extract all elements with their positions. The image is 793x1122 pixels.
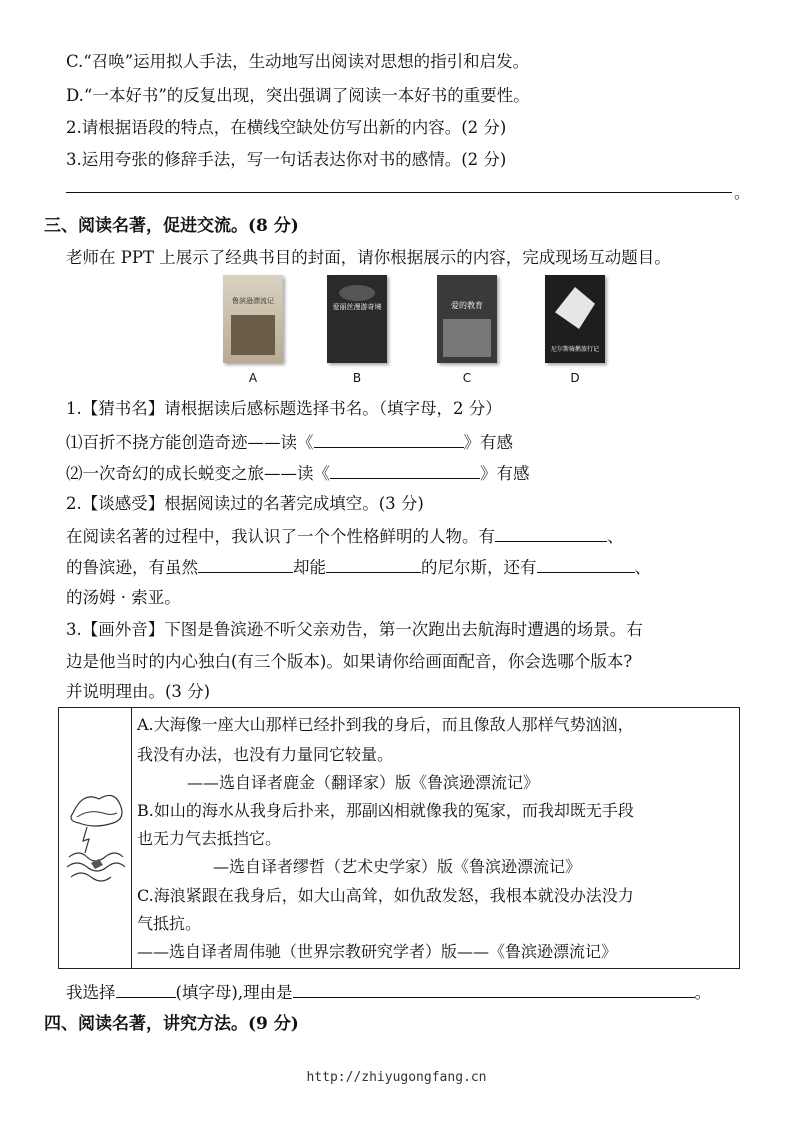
answer-blank[interactable] [537, 554, 635, 573]
answer-blank[interactable] [326, 554, 421, 573]
book-label-a: A [248, 371, 258, 385]
answer-period: 。 [734, 183, 751, 202]
section-3-intro: 老师在 PPT 上展示了经典书目的封面，请你根据展示的内容，完成现场互动题目。 [66, 248, 671, 267]
option-d: D.“一本好书”的反复出现，突出强调了阅读一本好书的重要性。 [66, 86, 530, 105]
book-cover-title: 尼尔斯骑鹅旅行记 [550, 346, 599, 353]
question-3-line-3: 并说明理由。(3 分) [66, 682, 211, 701]
version-c-line-2: 气抵抗。 [137, 914, 202, 933]
answer-blank[interactable] [495, 523, 607, 542]
cover-goose [555, 287, 595, 329]
book-cover-b [327, 275, 387, 363]
book-covers [215, 275, 615, 390]
book-label-b: B [352, 371, 362, 385]
choice-line: 我选择 (填字母),理由是 。 [66, 979, 711, 1005]
version-b-line-1: B.如山的海水从我身后扑来，那副凶相就像我的冤家，而我却既无手段 [137, 801, 634, 820]
version-a-line-2: 我没有办法，也没有力量同它较量。 [137, 745, 394, 764]
question-2-line-3: 的汤姆 · 索亚。 [66, 588, 181, 607]
book-cover-d [545, 275, 605, 363]
book-cover-title: 爱丽丝漫游奇境 [332, 303, 382, 311]
book-cover-c [437, 275, 497, 363]
version-c-source: ——选自译者周伟驰（世界宗教研究学者）版——《鲁滨逊漂流记》 [137, 942, 618, 961]
version-a-source: ——选自译者鹿金（翻译家）版《鲁滨逊漂流记》 [187, 773, 540, 792]
translation-versions-box [58, 707, 740, 969]
book-label-d: D [570, 371, 580, 385]
version-b-line-2: 也无力气去抵挡它。 [137, 829, 282, 848]
answer-blank[interactable] [330, 460, 480, 479]
book-cover-a [223, 275, 283, 363]
answer-line[interactable] [66, 192, 732, 193]
option-c: C.“召唤”运用拟人手法，生动地写出阅读对思想的指引和启发。 [66, 52, 530, 71]
book-cover-title: 爱的教育 [451, 301, 483, 310]
cover-illustration [231, 315, 275, 355]
question-1-2: ⑵一次奇幻的成长蜕变之旅——读《 》有感 [66, 460, 530, 486]
answer-blank[interactable] [198, 554, 293, 573]
book-cover-title: 鲁滨逊漂流记 [232, 297, 274, 305]
choice-blank[interactable] [116, 979, 176, 998]
question-1: 1.【猜书名】请根据读后感标题选择书名。（填字母，2 分） [66, 399, 502, 418]
answer-blank[interactable] [314, 429, 464, 448]
section-3-heading: 三、阅读名著，促进交流。(8 分) [44, 216, 299, 236]
question-3-line-2: 边是他当时的内心独白(有三个版本)。如果请你给画面配音，你会选哪个版本? [66, 652, 633, 671]
storm-sea-illustration [65, 783, 125, 893]
question-2-line-2: 的鲁滨逊，有虽然 却能 的尼尔斯，还有 、 [66, 554, 651, 580]
question-3-line-1: 3.【画外音】下图是鲁滨逊不听父亲劝告，第一次跑出去航海时遭遇的场景。右 [66, 620, 643, 639]
question-2: 2.请根据语段的特点，在横线空缺处仿写出新的内容。(2 分) [66, 118, 507, 137]
version-a-line-1: A.大海像一座大山那样已经扑到我的身后，而且像敌人那样气势汹汹， [137, 715, 634, 734]
version-c-line-1: C.海浪紧跟在我身后，如大山高耸，如仇敌发怒，我根本就没办法没力 [137, 886, 634, 905]
question-3: 3.运用夸张的修辞手法，写一句话表达你对书的感情。(2 分) [66, 150, 507, 169]
section-4-heading: 四、阅读名著，讲究方法。(9 分) [44, 1014, 299, 1034]
reason-blank[interactable] [293, 979, 695, 998]
cover-illustration [443, 319, 491, 357]
question-1-1: ⑴百折不挠方能创造奇迹——读《 》有感 [66, 429, 513, 455]
question-2: 2.【谈感受】根据阅读过的名著完成填空。(3 分) [66, 494, 424, 513]
footer-url: http://zhiyugongfang.cn [306, 1070, 487, 1085]
version-b-source: —选自译者缪哲（艺术史学家）版《鲁滨逊漂流记》 [213, 857, 582, 876]
cover-ornament [339, 285, 375, 301]
question-2-line-1: 在阅读名著的过程中，我认识了一个个性格鲜明的人物。有 、 [66, 523, 624, 549]
book-label-c: C [462, 371, 472, 385]
box-divider [131, 708, 132, 968]
